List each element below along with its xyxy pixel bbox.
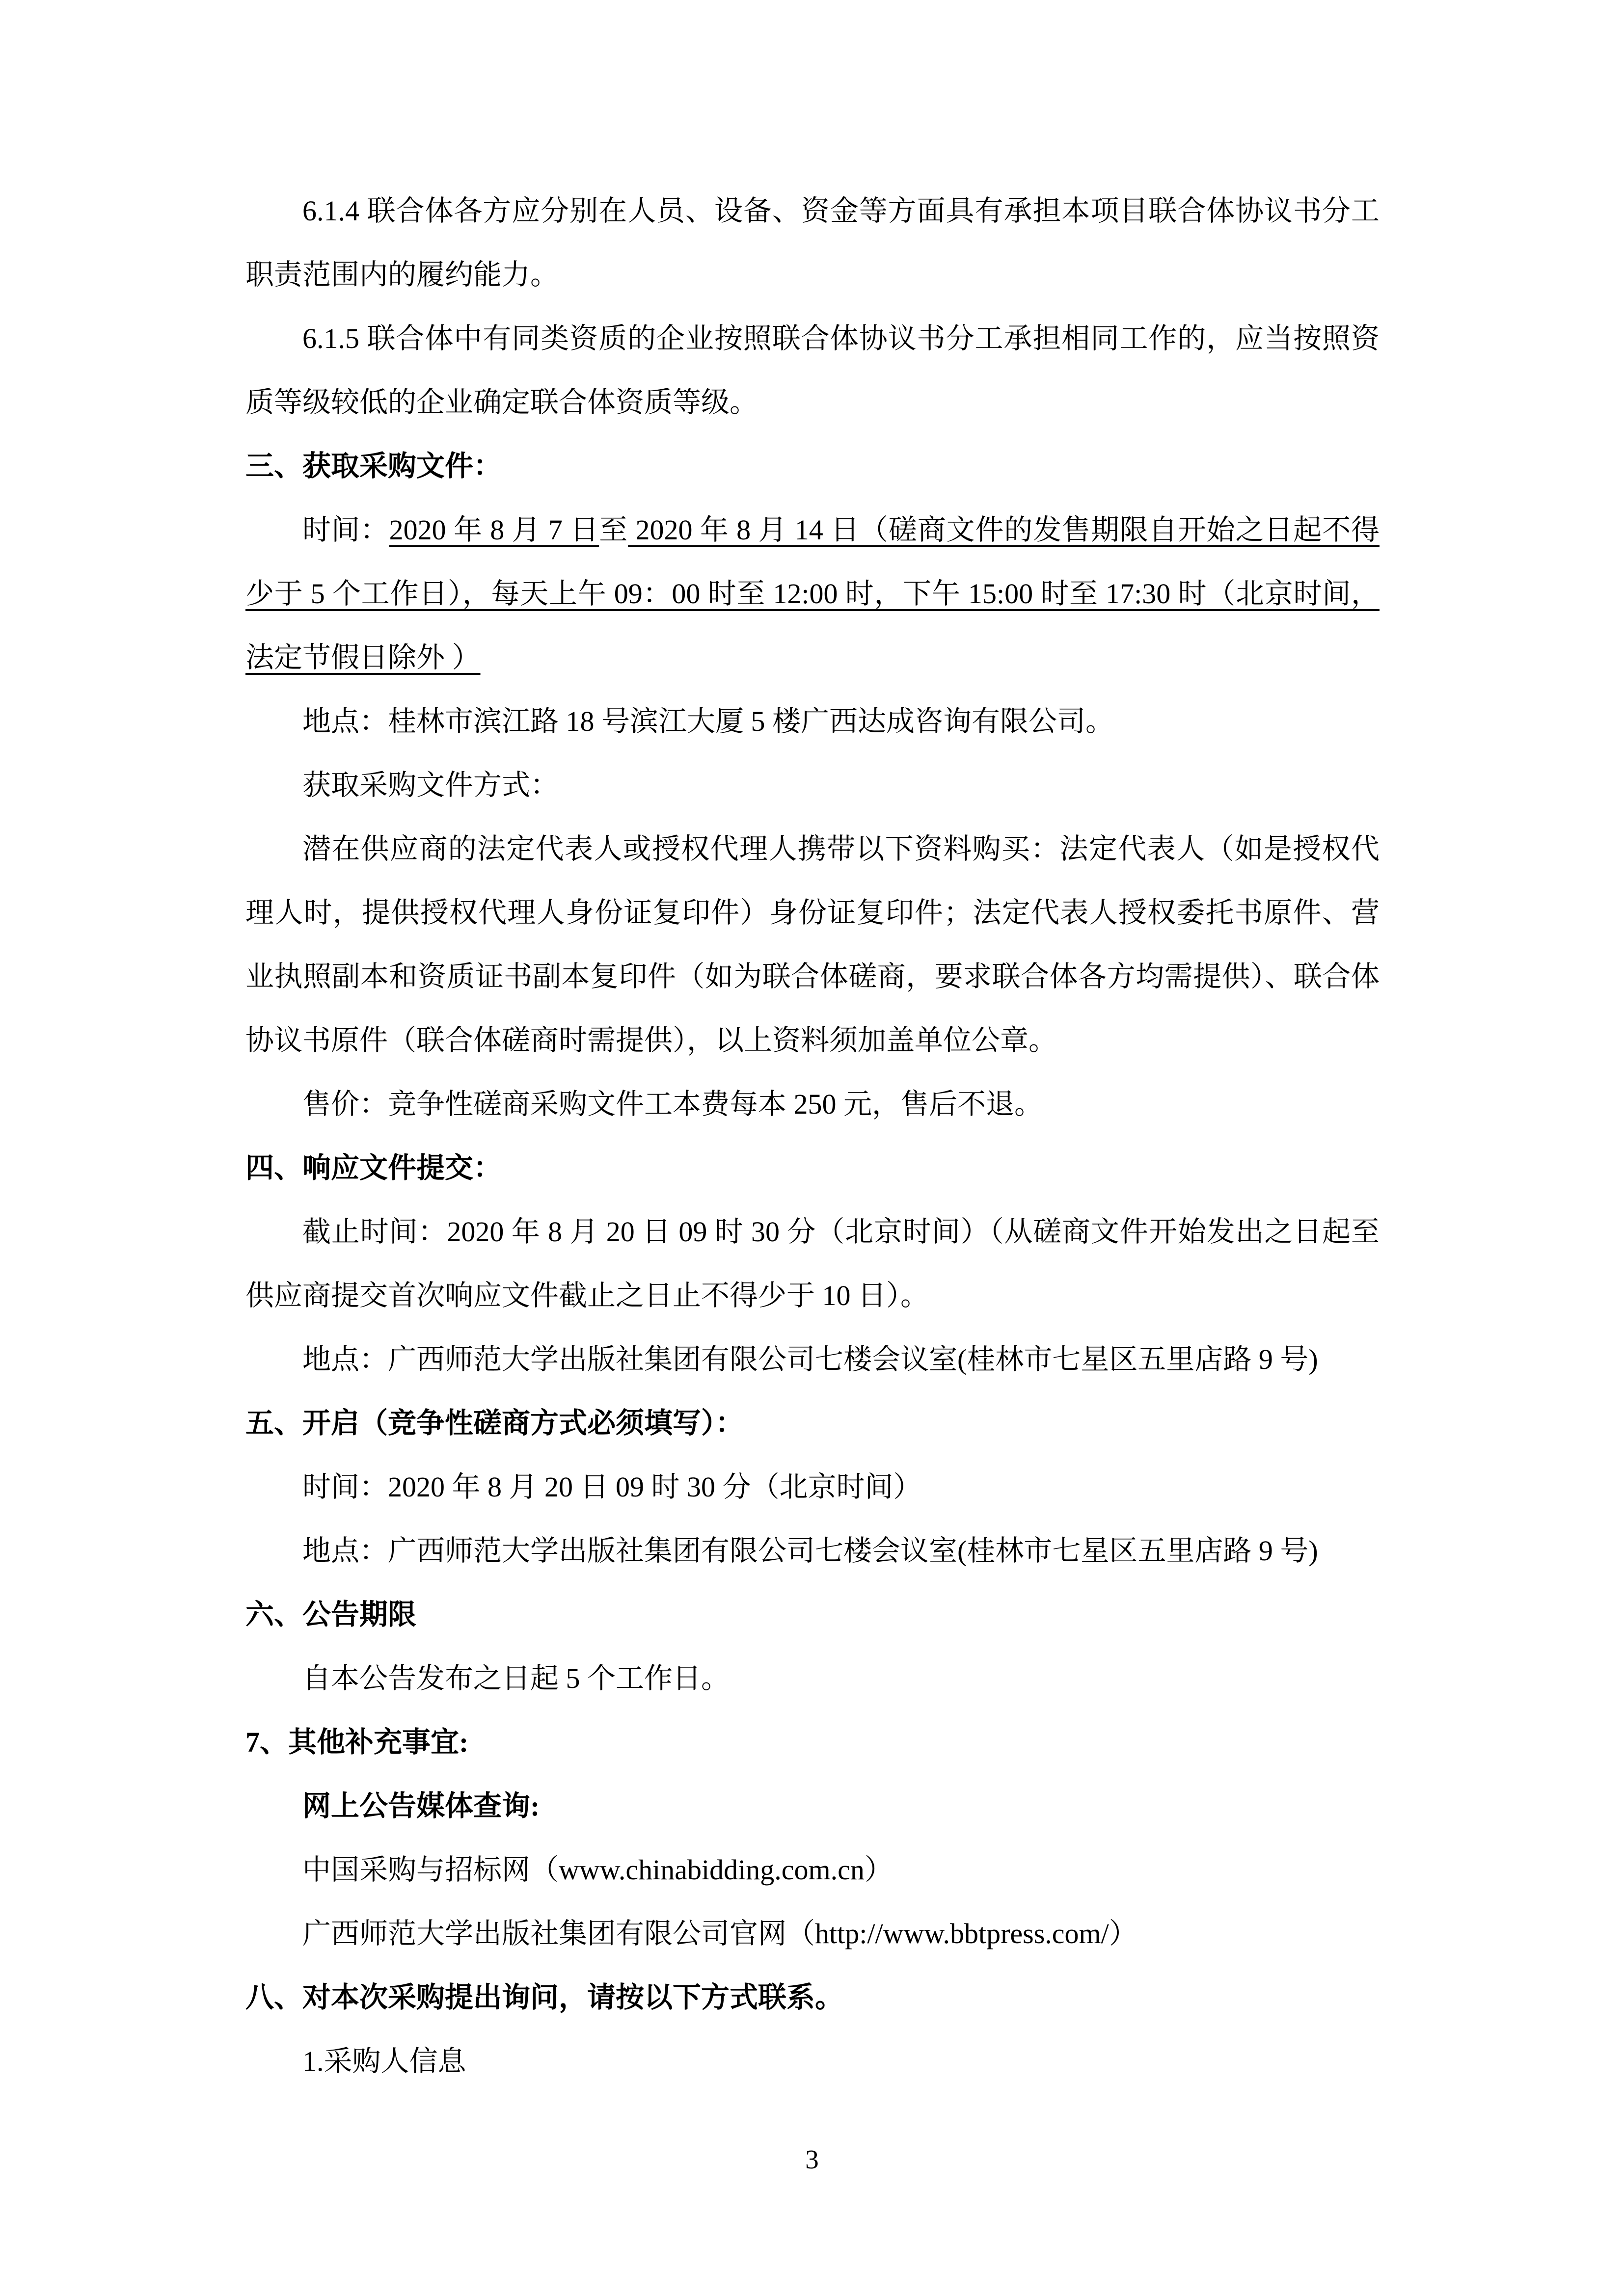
page-number: 3 bbox=[805, 2144, 819, 2174]
obtain-time-to: 至 bbox=[599, 514, 628, 546]
section-3-heading: 三、获取采购文件： bbox=[245, 450, 502, 482]
para-submission-deadline: 截止时间：2020 年 8 月 20 日 09 时 30 分（北京时间）（从磋商文件开始发出之日起至供应商提交首次响应文件截止之日止不得少于 10 日）。 bbox=[245, 1216, 1380, 1311]
para-opening-time: 时间：2020 年 8 月 20 日 09 时 30 分（北京时间） bbox=[302, 1471, 922, 1503]
para-obtain-method-detail: 潜在供应商的法定代表人或授权代理人携带以下资料购买：法定代表人（如是授权代理人时，提供授权代理人身份证复印件）身份证复印件；法定代表人授权委托书原件、营业执照副本和资质证书副本复印件（如为联合体磋商，要求联合体各方均需提供）、联合体协议书原件（联合体磋商时需提供），以上资料须加盖单位公章。 bbox=[245, 833, 1380, 1056]
section-7-heading: 7、其他补充事宜: bbox=[245, 1726, 469, 1758]
section-4-heading: 四、响应文件提交： bbox=[245, 1152, 502, 1184]
para-obtain-location: 地点：桂林市滨江路 18 号滨江大厦 5 楼广西达成咨询有限公司。 bbox=[302, 705, 1114, 737]
obtain-time-label: 时间： bbox=[302, 514, 389, 546]
para-media-bbtpress: 广西师范大学出版社集团有限公司官网（http://www.bbtpress.com/） bbox=[302, 1918, 1137, 1949]
para-document-price: 售价：竞争性磋商采购文件工本费每本 250 元，售后不退。 bbox=[302, 1088, 1043, 1120]
section-5-heading: 五、开启（竞争性磋商方式必须填写）： bbox=[245, 1407, 744, 1439]
para-opening-location: 地点：广西师范大学出版社集团有限公司七楼会议室(桂林市七星区五里店路 9 号) bbox=[302, 1535, 1318, 1567]
document-body bbox=[245, 179, 1380, 2093]
para-6-1-4: 6.1.4 联合体各方应分别在人员、设备、资金等方面具有承担本项目联合体协议书分工职责范围内的履约能力。 bbox=[245, 195, 1380, 291]
para-6-1-5: 6.1.5 联合体中有同类资质的企业按照联合体协议书分工承担相同工作的，应当按照资质等级较低的企业确定联合体资质等级。 bbox=[245, 322, 1380, 418]
para-purchaser-info: 1.采购人信息 bbox=[302, 2045, 466, 2077]
para-media-query-heading: 网上公告媒体查询: bbox=[302, 1790, 540, 1822]
section-6-heading: 六、公告期限 bbox=[245, 1599, 417, 1630]
para-media-chinabidding: 中国采购与招标网（www.chinabidding.com.cn） bbox=[302, 1854, 893, 1886]
obtain-time-start-date: 2020 年 8 月 7 日 bbox=[389, 514, 599, 546]
para-obtain-method-label: 获取采购文件方式： bbox=[302, 769, 559, 801]
obtain-time-end-date-and-note: 2020 年 8 月 14 日（磋商文件的发售期限自开始之日起不得少于 5 个工作日），每天上午 09：00 时至 12:00 时，下午 15:00 时至 17:30 时（北京时间，法定节假日除外 ） bbox=[245, 514, 1380, 673]
para-announcement-period: 自本公告发布之日起 5 个工作日。 bbox=[302, 1662, 730, 1694]
para-obtain-time bbox=[245, 498, 1380, 690]
para-submission-location: 地点：广西师范大学出版社集团有限公司七楼会议室(桂林市七星区五里店路 9 号) bbox=[302, 1343, 1318, 1375]
section-8-heading: 八、对本次采购提出询问，请按以下方式联系。 bbox=[245, 1981, 844, 2013]
